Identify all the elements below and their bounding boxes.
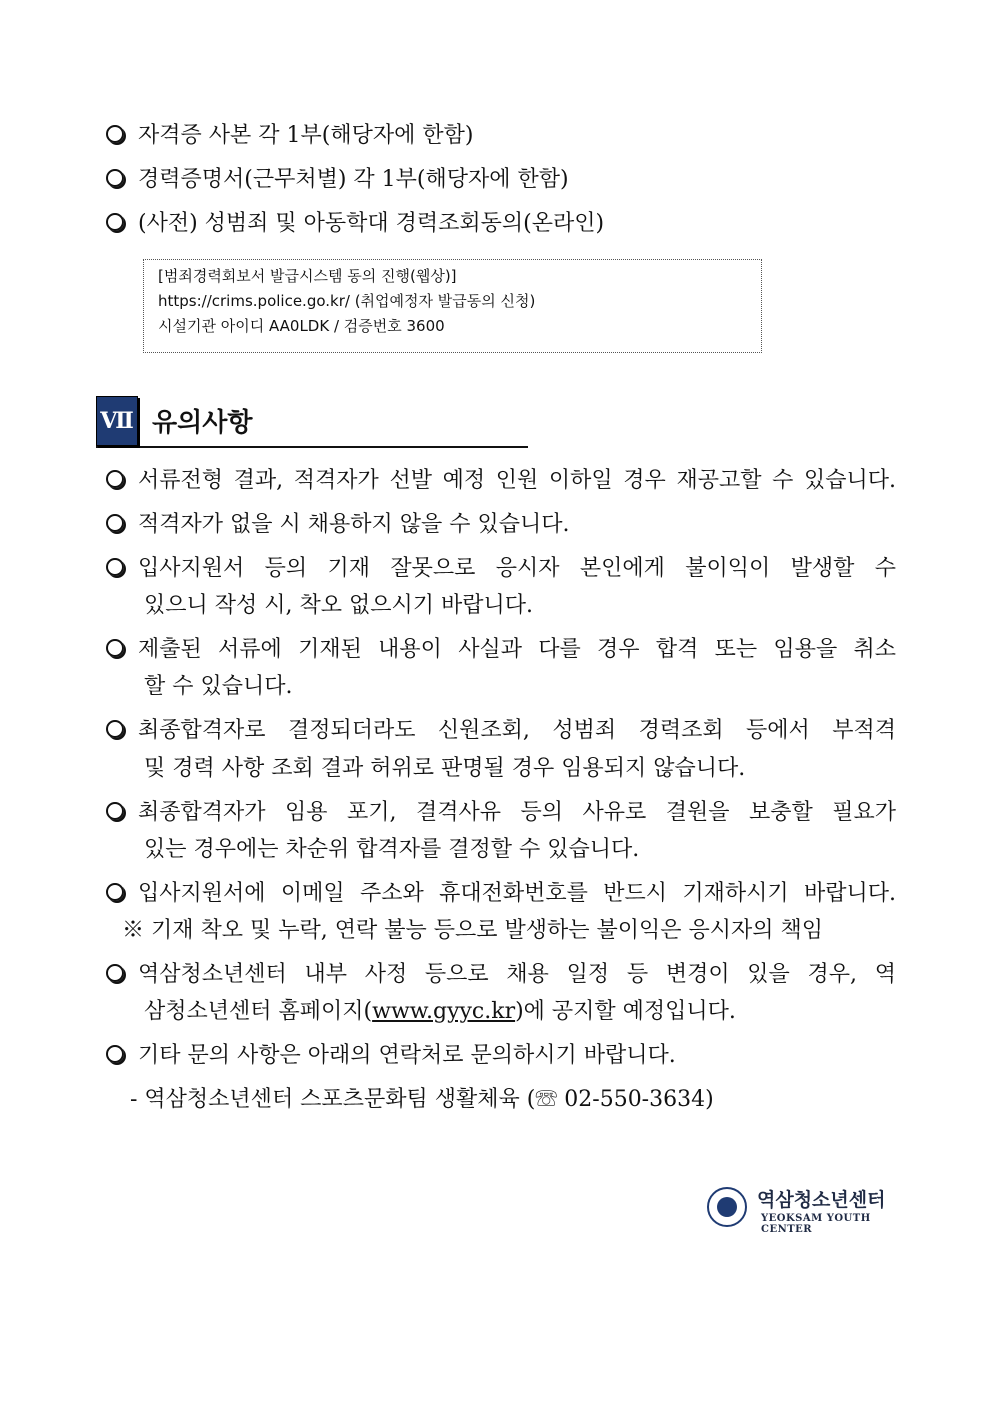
notice-continuation: 있는 경우에는 차순위 합격자를 결정할 수 있습니다. (144, 837, 640, 862)
notice-continuation: 있으니 작성 시, 착오 없으시기 바랍니다. (144, 593, 533, 618)
notice-item: 적격자가 없을 시 채용하지 않을 수 있습니다. (106, 512, 570, 538)
contact-line: - 역삼청소년센터 스포츠문화팀 생활체육 (☏ 02-550-3634) (130, 1087, 714, 1112)
list-item: 자격증 사본 각 1부(해당자에 한함) (106, 123, 473, 149)
notice-item: 서류전형 결과, 적격자가 선발 예정 인원 이하일 경우 재공고할 수 있습니다. (106, 468, 896, 494)
circle-bullet-icon (106, 213, 124, 231)
logo-name-ko: 역삼청소년센터 (757, 1189, 886, 1211)
circle-bullet-icon (106, 514, 124, 532)
note-line: [범죄경력회보서 발급시스템 동의 진행(웹상)] (158, 267, 457, 285)
section-number-badge: Ⅶ (96, 396, 138, 446)
notice-remark: ※ 기재 착오 및 누락, 연락 불능 등으로 발생하는 불이익은 응시자의 책임 (122, 918, 823, 943)
notice-item: 제출된 서류에 기재된 내용이 사실과 다를 경우 합격 또는 임용을 취소 (106, 637, 896, 663)
notice-item: 기타 문의 사항은 아래의 연락처로 문의하시기 바랍니다. (106, 1043, 676, 1069)
circle-bullet-icon (106, 720, 124, 738)
circle-bullet-icon (106, 558, 124, 576)
criminal-record-note-box (143, 259, 762, 353)
list-item: 경력증명서(근무처별) 각 1부(해당자에 한함) (106, 167, 569, 193)
notice-item: 역삼청소년센터 내부 사정 등으로 채용 일정 등 변경이 있을 경우, 역 (106, 962, 896, 988)
notice-continuation: 및 경력 사항 조회 결과 허위로 판명될 경우 임용되지 않습니다. (144, 756, 746, 781)
circle-bullet-icon (106, 639, 124, 657)
logo-name-en: YEOKSAM YOUTH CENTER (761, 1213, 871, 1235)
circle-bullet-icon (106, 964, 124, 982)
homepage-link[interactable]: www.gyyc.kr (372, 999, 516, 1024)
circle-bullet-icon (106, 1045, 124, 1063)
notice-continuation: 삼청소년센터 홈페이지(www.gyyc.kr)에 공지할 예정입니다. (144, 999, 736, 1024)
section-heading (96, 396, 528, 448)
center-logo (707, 1185, 897, 1235)
notice-continuation: 할 수 있습니다. (144, 674, 293, 699)
section-title: 유의사항 (152, 408, 253, 438)
circle-bullet-icon (106, 802, 124, 820)
list-item: (사전) 성범죄 및 아동학대 경력조회동의(온라인) (106, 211, 604, 237)
circle-bullet-icon (106, 470, 124, 488)
circle-bullet-icon (106, 169, 124, 187)
notice-item: 입사지원서에 이메일 주소와 휴대전화번호를 반드시 기재하시기 바랍니다. (106, 881, 896, 907)
yeoksam-emblem-icon (707, 1187, 747, 1227)
circle-bullet-icon (106, 125, 124, 143)
note-line: https://crims.police.go.kr/ (취업예정자 발급동의 신청) (158, 292, 536, 310)
notice-item: 입사지원서 등의 기재 잘못으로 응시자 본인에게 불이익이 발생할 수 (106, 556, 896, 582)
circle-bullet-icon (106, 883, 124, 901)
note-line: 시설기관 아이디 AA0LDK / 검증번호 3600 (158, 317, 445, 335)
notice-item: 최종합격자가 임용 포기, 결격사유 등의 사유로 결원을 보충할 필요가 (106, 800, 896, 826)
notice-item: 최종합격자로 결정되더라도 신원조회, 성범죄 경력조회 등에서 부적격 (106, 718, 896, 744)
